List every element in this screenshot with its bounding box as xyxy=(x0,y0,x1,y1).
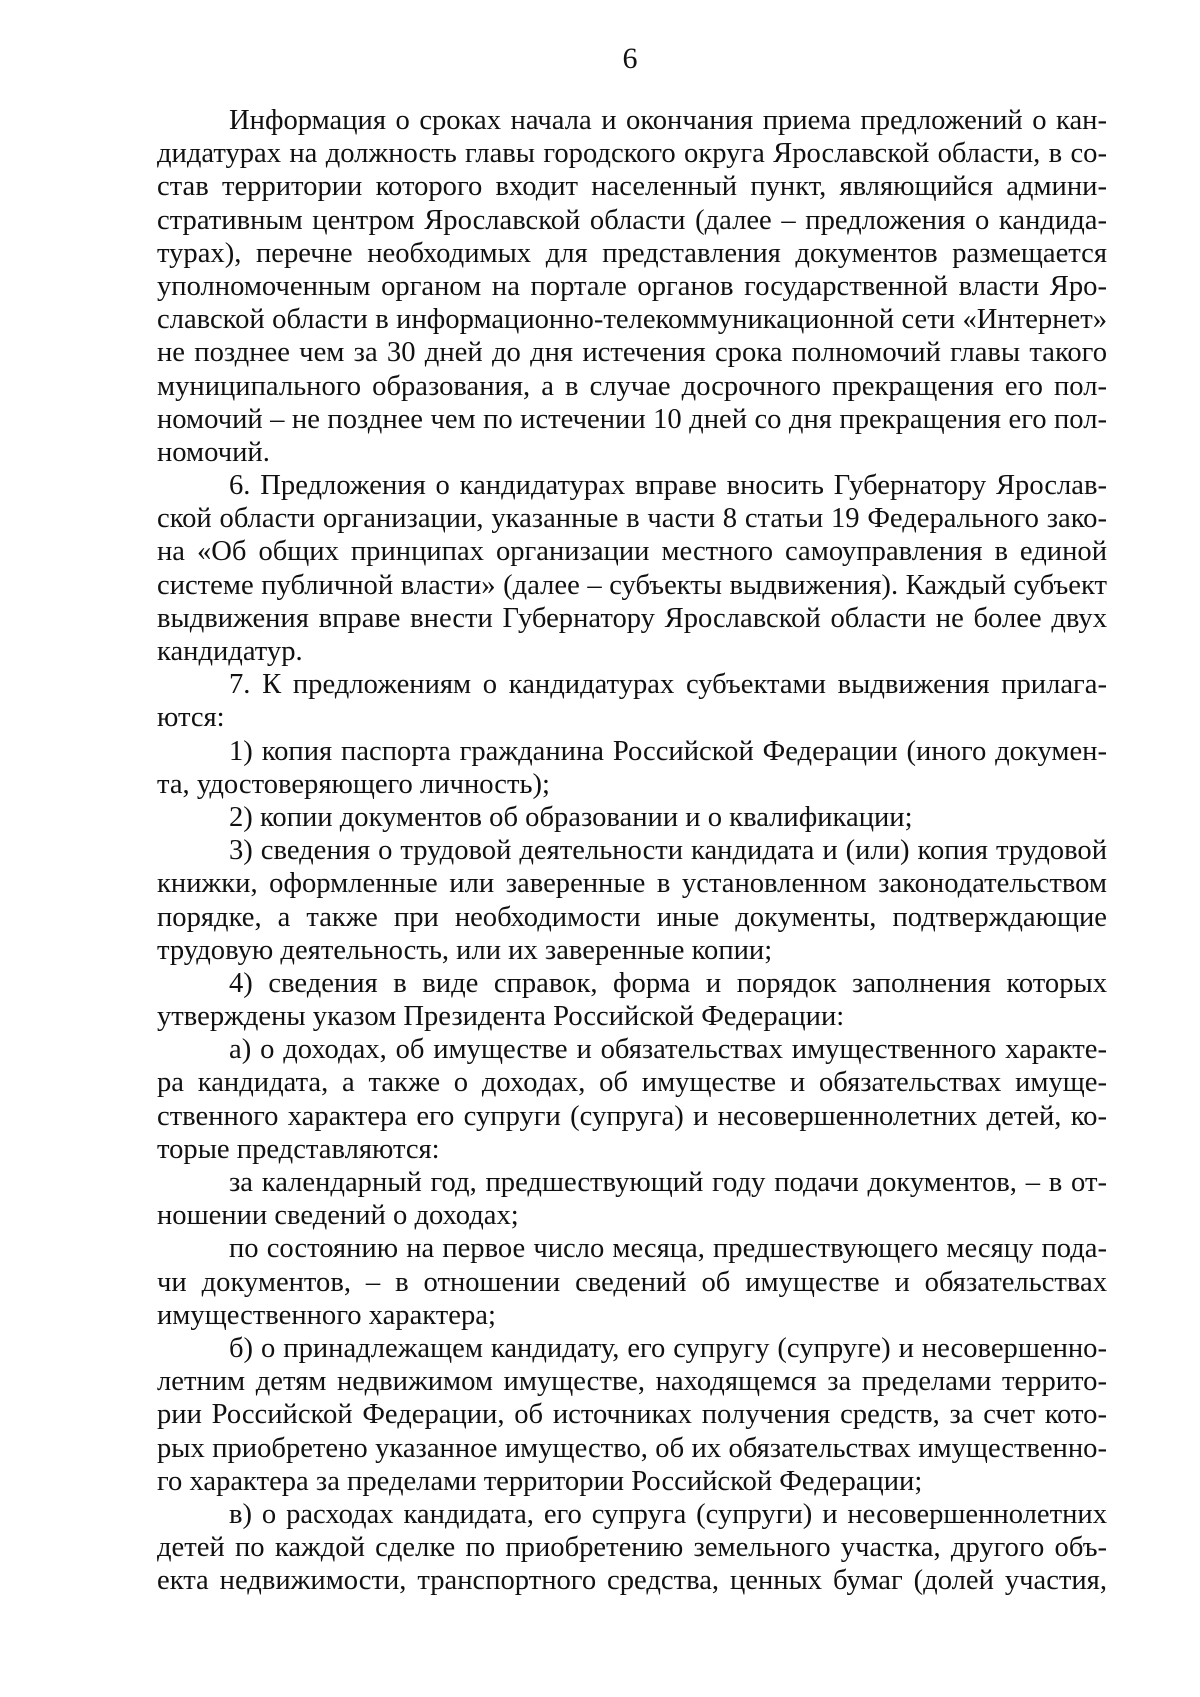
document-body xyxy=(157,104,1107,1597)
text-line: номочий – не позднее чем по истечении 10 дней со дня прекращения его пол- xyxy=(157,403,1107,435)
text-line: ственного характера его супруги (супруга) и несовершеннолетних детей, ко- xyxy=(157,1100,1107,1132)
text-line: по состоянию на первое число месяца, предшествующего месяцу пода- xyxy=(229,1233,1107,1265)
text-line: не позднее чем за 30 дней до дня истечения срока полномочий главы такого xyxy=(157,337,1107,369)
text-line: екта недвижимости, транспортного средства, ценных бумаг (долей участия, xyxy=(157,1565,1107,1597)
text-line: утверждены указом Президента Российской Федерации: xyxy=(157,1001,845,1033)
text-line: книжки, оформленные или заверенные в установленном законодательством xyxy=(157,868,1107,900)
text-line: 6. Предложения о кандидатурах вправе вносить Губернатору Ярослав- xyxy=(229,470,1107,502)
text-line: порядке, а также при необходимости иные документы, подтверждающие xyxy=(157,901,1107,933)
text-line: 4) сведения в виде справок, форма и порядок заполнения которых xyxy=(229,967,1107,999)
text-line: имущественного характера; xyxy=(157,1299,496,1331)
text-line: чи документов, – в отношении сведений об имуществе и обязательствах xyxy=(157,1266,1107,1298)
text-line: славской области в информационно-телекоммуникационной сети «Интернет» xyxy=(157,304,1107,336)
text-line: став территории которого входит населенный пункт, являющийся админи- xyxy=(157,171,1107,203)
text-line: б) о принадлежащем кандидату, его супругу (супруге) и несовершенно- xyxy=(229,1332,1107,1364)
text-line: ра кандидата, а также о доходах, об имуществе и обязательствах имуще- xyxy=(157,1067,1107,1099)
text-line: ношении сведений о доходах; xyxy=(157,1200,519,1232)
text-line: в) о расходах кандидата, его супруга (супруги) и несовершеннолетних xyxy=(229,1498,1107,1530)
text-line: детей по каждой сделке по приобретению земельного участка, другого объ- xyxy=(157,1532,1107,1564)
text-line: муниципального образования, а в случае досрочного прекращения его пол- xyxy=(157,370,1107,402)
text-line: Информация о сроках начала и окончания приема предложений о кан- xyxy=(229,105,1107,136)
text-line: рых приобретено указанное имущество, об их обязательствах имущественно- xyxy=(157,1432,1107,1464)
text-line: 2) копии документов об образовании и о квалификации; xyxy=(229,801,913,833)
text-line: рии Российской Федерации, об источниках получения средств, за счет кото- xyxy=(157,1399,1107,1431)
text-line: кандидатур. xyxy=(157,636,303,667)
page-number: 6 xyxy=(622,42,638,75)
text-line: номочий. xyxy=(157,436,270,468)
text-line: ской области организации, указанные в части 8 статьи 19 Федерального зако- xyxy=(157,503,1107,535)
text-line: на «Об общих принципах организации местного самоуправления в единой xyxy=(157,536,1107,568)
text-line: 3) сведения о трудовой деятельности кандидата и (или) копия трудовой xyxy=(229,835,1107,867)
text-line: за календарный год, предшествующий году подачи документов, – в от- xyxy=(229,1167,1107,1198)
text-line: системе публичной власти» (далее – субъекты выдвижения). Каждый субъект xyxy=(157,569,1107,601)
text-line: выдвижения вправе внести Губернатору Ярославской области не более двух xyxy=(157,602,1107,634)
text-line: ются: xyxy=(157,702,225,734)
text-line: 1) копия паспорта гражданина Российской Федерации (иного докумен- xyxy=(229,735,1107,767)
text-line: го характера за пределами территории Российской Федерации; xyxy=(157,1465,923,1497)
text-line: та, удостоверяющего личность); xyxy=(157,768,550,800)
text-line: летним детям недвижимом имуществе, находящемся за пределами террито- xyxy=(157,1366,1107,1398)
text-line: дидатурах на должность главы городского округа Ярославской области, в со- xyxy=(157,138,1107,170)
text-line: а) о доходах, об имуществе и обязательствах имущественного характе- xyxy=(229,1034,1107,1066)
text-line: турах), перечне необходимых для представления документов размещается xyxy=(157,237,1107,269)
text-line: трудовую деятельность, или их заверенные копии; xyxy=(157,934,773,966)
text-line: торые представляются: xyxy=(157,1133,440,1165)
text-line: 7. К предложениям о кандидатурах субъектами выдвижения прилага- xyxy=(229,669,1107,701)
text-line: уполномоченным органом на портале органов государственной власти Яро- xyxy=(157,270,1107,302)
text-line: стративным центром Ярославской области (далее – предложения о кандида- xyxy=(157,204,1107,236)
